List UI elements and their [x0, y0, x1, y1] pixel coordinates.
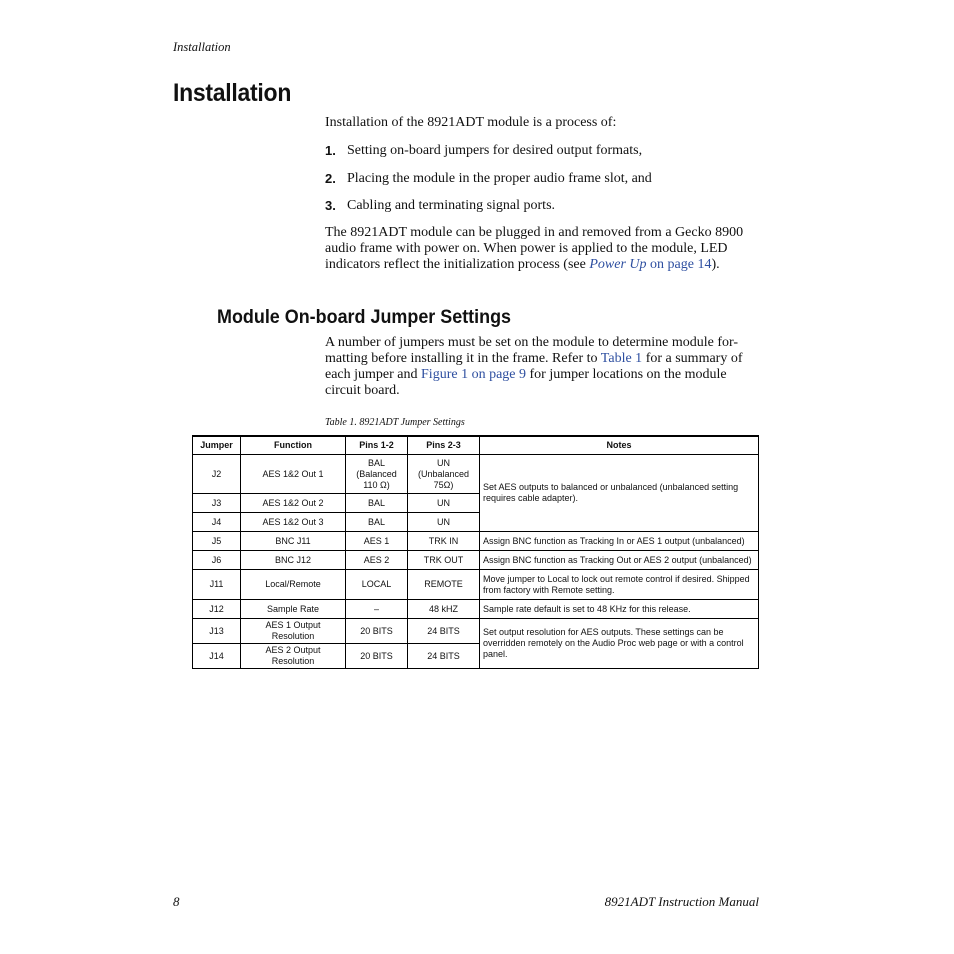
step-number: 1.	[325, 143, 336, 158]
manual-title: 8921ADT Instruction Manual	[604, 894, 759, 909]
cell-pins-2-3: UN (Unbalanced 75Ω)	[408, 455, 480, 494]
cell-pins-1-2: 20 BITS	[346, 644, 408, 669]
cell-jumper: J6	[193, 551, 241, 570]
cell-pins-2-3: 24 BITS	[408, 619, 480, 644]
cell-pins-1-2: BAL (Balanced 110 Ω)	[346, 455, 408, 494]
cell-pins-1-2: LOCAL	[346, 570, 408, 600]
page-number: 8	[173, 894, 180, 909]
cell-pins-1-2: AES 1	[346, 532, 408, 551]
cell-pins-1-2: –	[346, 600, 408, 619]
power-up-page-link[interactable]: on page 14	[646, 257, 712, 272]
cell-function: AES 1&2 Out 2	[241, 494, 346, 513]
cell-function: Local/Remote	[241, 570, 346, 600]
step-item	[325, 171, 765, 199]
jumper-text-c: for jumper locations on the module circuit board.	[325, 367, 727, 398]
cell-notes: Assign BNC function as Tracking In or AES 1 output (unbalanced)	[480, 532, 759, 551]
cell-notes: Move jumper to Local to lock out remote control if desired. Shipped from factory with Remote setting.	[480, 570, 759, 600]
step-item	[325, 198, 765, 226]
cell-jumper: J12	[193, 600, 241, 619]
table-row	[193, 570, 759, 600]
cell-pins-2-3: UN	[408, 513, 480, 532]
jumper-text-a: A number of jumpers must be set on the module to determine module for-matting before installing it in the frame. Refer to	[325, 335, 739, 366]
cell-function: AES 1 Output Resolution	[241, 619, 346, 644]
figure-1-link[interactable]: Figure 1 on page 9	[421, 367, 526, 382]
cell-pins-2-3: TRK OUT	[408, 551, 480, 570]
cell-notes: Assign BNC function as Tracking Out or AES 2 output (unbalanced)	[480, 551, 759, 570]
step-text: Setting on-board jumpers for desired output formats,	[347, 143, 643, 158]
intro-paragraph: Installation of the 8921ADT module is a process of:	[325, 115, 617, 130]
step-text: Placing the module in the proper audio frame slot, and	[347, 170, 652, 186]
cell-function: Sample Rate	[241, 600, 346, 619]
running-header: Installation	[173, 40, 231, 54]
table-row	[193, 619, 759, 644]
table-row	[193, 455, 759, 494]
cell-pins-2-3: TRK IN	[408, 532, 480, 551]
installation-steps	[325, 143, 765, 226]
table-row	[193, 600, 759, 619]
step-number: 2.	[325, 170, 336, 186]
hot-swap-end: ).	[711, 257, 720, 272]
cell-pins-2-3: UN	[408, 494, 480, 513]
jumper-text-b: for a summary of each jumper and	[325, 351, 743, 382]
cell-function: BNC J12	[241, 551, 346, 570]
power-up-link[interactable]: Power Up	[589, 257, 647, 272]
header-pins-2-3: Pins 2-3	[408, 436, 480, 455]
cell-jumper: J11	[193, 570, 241, 600]
cell-function: AES 2 Output Resolution	[241, 644, 346, 669]
table-1-link[interactable]: Table 1	[600, 351, 643, 366]
cell-jumper: J14	[193, 644, 241, 669]
step-text: Cabling and terminating signal ports.	[347, 198, 556, 213]
cell-jumper: J4	[193, 513, 241, 532]
header-function: Function	[241, 436, 346, 455]
hot-swap-paragraph	[325, 225, 765, 273]
cell-jumper: J5	[193, 532, 241, 551]
cell-jumper: J2	[193, 455, 241, 494]
cell-pins-2-3: 48 kHZ	[408, 600, 480, 619]
jumper-settings-table	[192, 435, 759, 669]
table-header-row	[193, 436, 759, 455]
jumper-paragraph	[325, 335, 765, 399]
step-item	[325, 143, 765, 171]
table-row	[193, 532, 759, 551]
header-jumper: Jumper	[193, 436, 241, 455]
header-notes: Notes	[480, 436, 759, 455]
subsection-title: Module On-board Jumper Settings	[217, 306, 512, 328]
hot-swap-text: The 8921ADT module can be plugged in and removed from a Gecko 8900 audio frame with power on. When power is applied to the module, LED indicators reflect the initialization process (see	[325, 225, 744, 272]
cell-pins-1-2: AES 2	[346, 551, 408, 570]
cell-pins-1-2: 20 BITS	[346, 619, 408, 644]
cell-function: BNC J11	[241, 532, 346, 551]
page-title: Installation	[173, 79, 292, 107]
header-pins-1-2: Pins 1-2	[346, 436, 408, 455]
cell-jumper: J13	[193, 619, 241, 644]
cell-notes: Sample rate default is set to 48 KHz for this release.	[480, 600, 759, 619]
cell-jumper: J3	[193, 494, 241, 513]
cell-pins-1-2: BAL	[346, 513, 408, 532]
table-caption: Table 1. 8921ADT Jumper Settings	[325, 417, 465, 428]
cell-pins-2-3: 24 BITS	[408, 644, 480, 669]
cell-pins-2-3: REMOTE	[408, 570, 480, 600]
step-number: 3.	[325, 198, 336, 213]
table-row	[193, 551, 759, 570]
cell-function: AES 1&2 Out 3	[241, 513, 346, 532]
cell-notes: Set AES outputs to balanced or unbalanced (unbalanced setting requires cable adapter).	[480, 455, 759, 532]
cell-notes: Set output resolution for AES outputs. These settings can be overridden remotely on the Audio Proc web page or with a control panel.	[480, 619, 759, 669]
cell-pins-1-2: BAL	[346, 494, 408, 513]
cell-function: AES 1&2 Out 1	[241, 455, 346, 494]
